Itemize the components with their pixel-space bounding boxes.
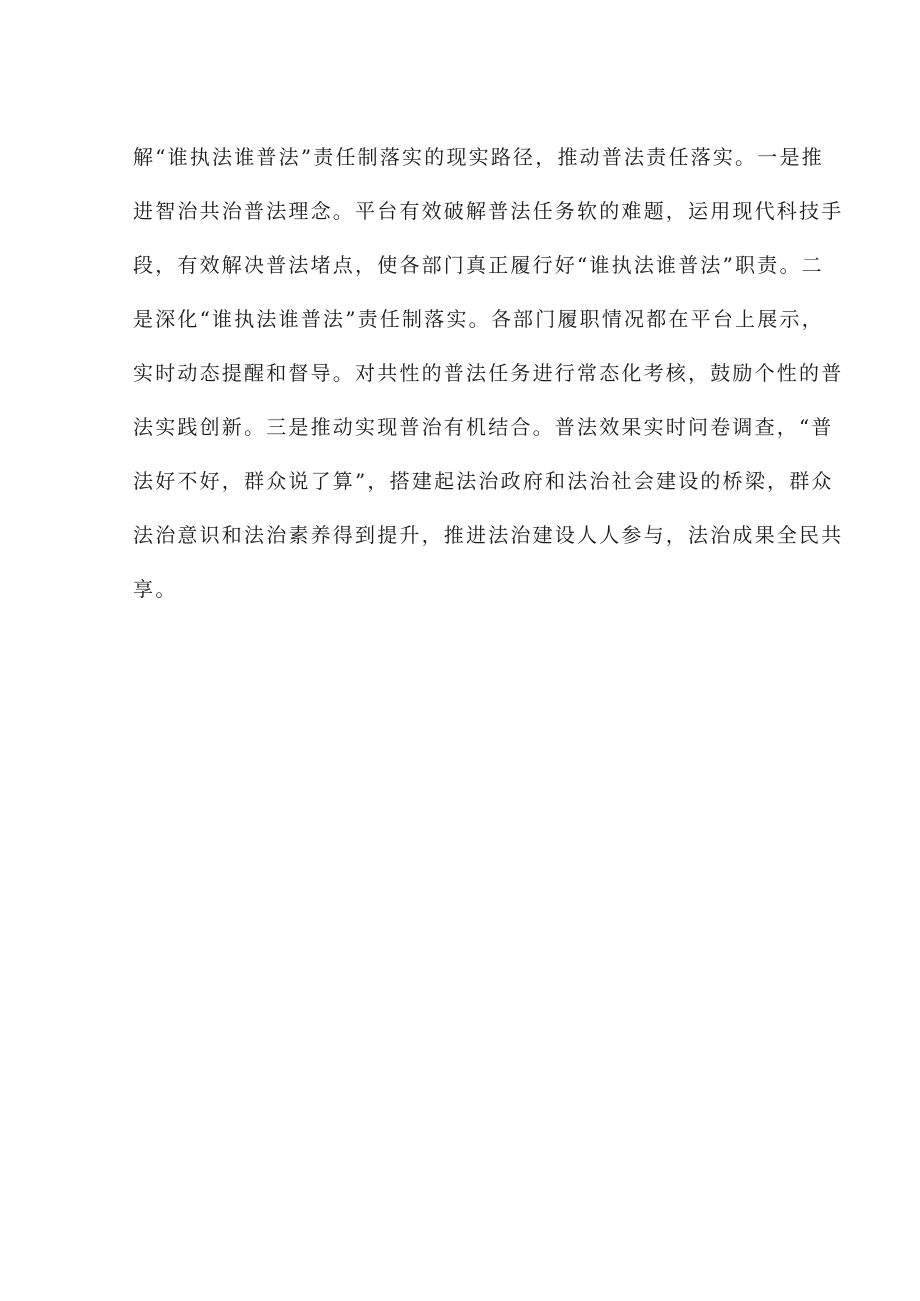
paragraph-line: 法实践创新。三是推动实现普治有机结合。普法效果实时问卷调查，“普	[133, 415, 834, 439]
paragraph-line: 段，有效解决普法堵点，使各部门真正履行好“谁执法谁普法”职责。二	[133, 253, 824, 277]
paragraph-line: 解“谁执法谁普法”责任制落实的现实路径，推动普法责任落实。一是推	[133, 145, 824, 169]
paragraph-line: 实时动态提醒和督导。对共性的普法任务进行常态化考核，鼓励个性的普	[133, 361, 844, 385]
paragraph-line: 法治意识和法治素养得到提升，推进法治建设人人参与，法治成果全民共	[133, 523, 844, 547]
paragraph-line: 进智治共治普法理念。平台有效破解普法任务软的难题，运用现代科技手	[133, 199, 844, 223]
paragraph-line: 法好不好，群众说了算”，搭建起法治政府和法治社会建设的桥梁，群众	[133, 469, 834, 493]
paragraph-line: 享。	[133, 577, 178, 601]
body-paragraph	[133, 140, 844, 626]
paragraph-line: 是深化“谁执法谁普法”责任制落实。各部门履职情况都在平台上展示，	[133, 307, 824, 331]
